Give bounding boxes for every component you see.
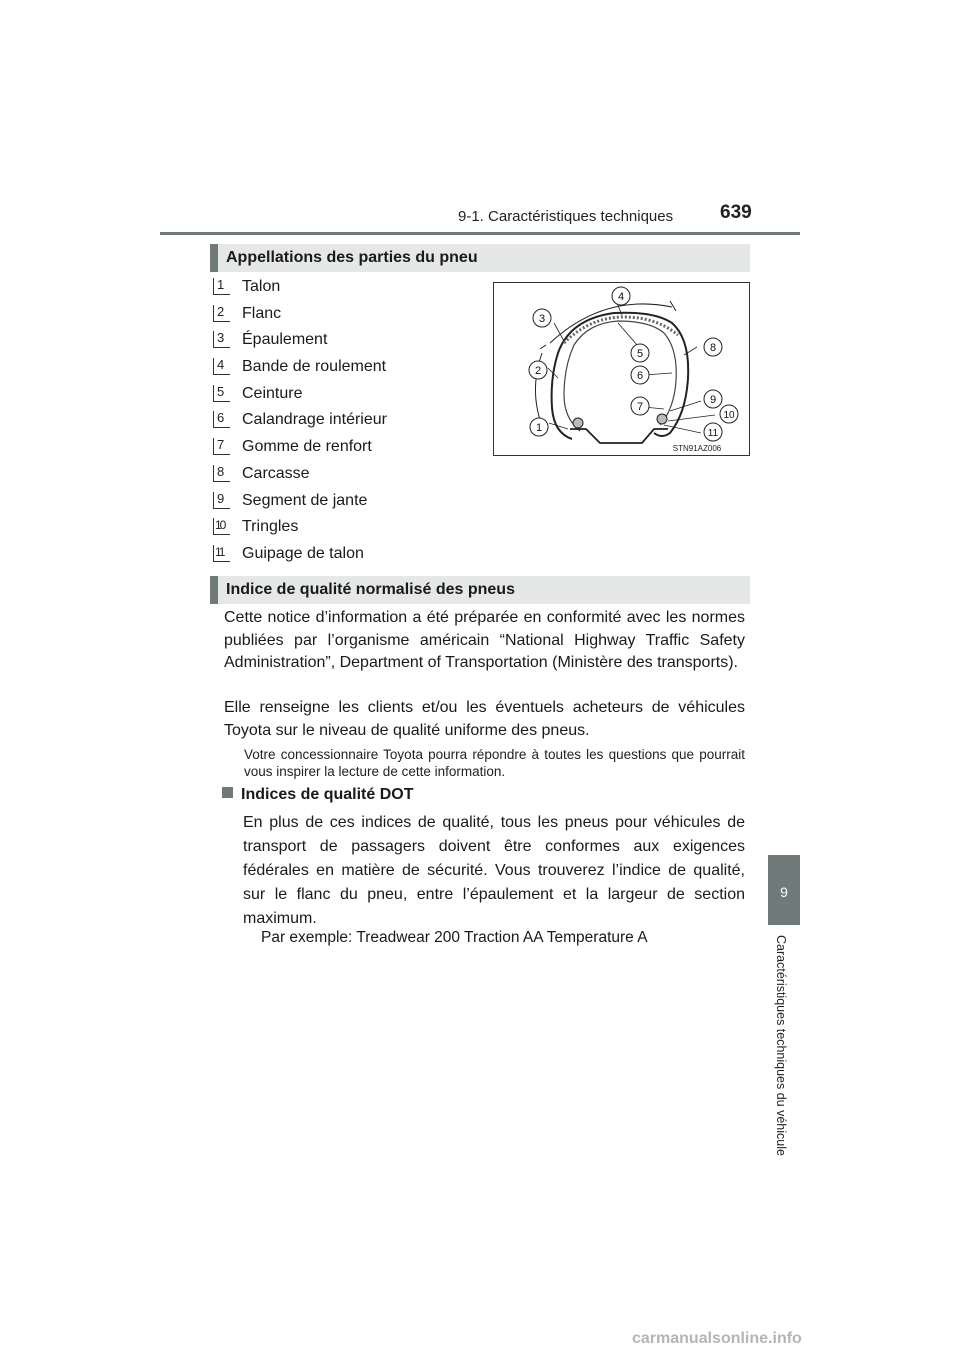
- callout-10-label: 10: [723, 410, 735, 421]
- paragraph-purpose: Elle renseigne les clients et/ou les éventuels acheteurs de véhicules Toyota sur le niveau de qualité uniforme des pneus.: [224, 699, 745, 739]
- callout-number: 2: [213, 305, 230, 322]
- part-label: Segment de jante: [242, 491, 368, 509]
- part-label: Tringles: [242, 518, 299, 536]
- part-label: Flanc: [242, 304, 282, 322]
- subheading-dot: [222, 786, 413, 804]
- chapter-number: 9: [780, 884, 788, 900]
- section-heading-quality-index: Indice de qualité normalisé des pneus: [210, 576, 750, 604]
- dealer-note: Votre concessionnaire Toyota pourra répondre à toutes les questions que pourrait vous inspirer la lecture de cette information.: [244, 747, 745, 779]
- callout-10: [720, 405, 738, 423]
- callout-3-label: 3: [538, 313, 546, 325]
- callout-5-label: 5: [636, 348, 644, 360]
- callout-2: [529, 361, 547, 379]
- callout-7: [631, 397, 649, 415]
- callout-7-label: 7: [636, 401, 644, 413]
- callout-8: [704, 338, 722, 356]
- header-rule: [160, 232, 800, 235]
- part-label: Ceinture: [242, 384, 303, 402]
- callout-2-label: 2: [534, 365, 542, 377]
- callout-9-label: 9: [709, 394, 717, 406]
- square-bullet-icon: [222, 787, 233, 798]
- callout-number: 11: [213, 545, 230, 562]
- paragraph-intro: Cette notice d’information a été préparée en conformité avec les normes publiées par l’organisme américain “National Highway Traffic Safety Administration”, Department of Transportation (Ministère des transports).: [224, 609, 745, 671]
- callout-4: [612, 287, 630, 305]
- callout-9: [704, 390, 722, 408]
- callout-number: 6: [213, 411, 230, 428]
- example-text: Par exemple: Treadwear 200 Traction AA Temperature A: [261, 929, 648, 946]
- callout-number: 10: [213, 518, 230, 535]
- tire-diagram: [494, 283, 748, 454]
- callout-8-label: 8: [709, 342, 717, 354]
- callout-11-label: 11: [707, 428, 719, 439]
- part-label: Bande de roulement: [242, 358, 387, 376]
- callout-number: 8: [213, 465, 230, 482]
- figure-code: STN91AZ006: [672, 444, 722, 453]
- chapter-title-vertical: Caractéristiques techniques du véhicule: [774, 935, 788, 1156]
- callout-6-label: 6: [636, 370, 644, 382]
- part-label: Carcasse: [242, 464, 310, 482]
- paragraph-dot-requirements: En plus de ces indices de qualité, tous les pneus pour véhicules de transport de passagers doivent être conformes aux exigences fédérales en matière de sécurité. Vous trouverez l’indice de qualité, sur le flanc du pneu, entre l’épaulement et la largeur de section maximum.: [243, 814, 745, 927]
- callout-3: [533, 309, 551, 327]
- part-label: Talon: [242, 278, 281, 295]
- watermark: carmanualsonline.info: [632, 1330, 802, 1347]
- section-heading-tire-parts: Appellations des parties du pneu: [210, 244, 750, 272]
- callout-number: 4: [213, 358, 230, 375]
- subheading-text: Indices de qualité DOT: [241, 786, 414, 803]
- callout-5: [631, 344, 649, 362]
- page-number: 639: [720, 202, 752, 223]
- part-label: Calandrage intérieur: [242, 411, 387, 429]
- part-label: Gomme de renfort: [242, 438, 372, 456]
- callout-number: 1: [213, 278, 230, 295]
- callout-1: [530, 418, 548, 436]
- callout-11: [704, 423, 722, 441]
- callout-4-label: 4: [617, 291, 625, 303]
- tire-cross-section-figure: [493, 282, 750, 456]
- chapter-tab: [768, 855, 800, 925]
- running-header-section: 9-1. Caractéristiques techniques: [458, 208, 674, 225]
- callout-1-label: 1: [535, 422, 543, 434]
- callout-number: 5: [213, 385, 230, 402]
- callout-number: 3: [213, 331, 230, 348]
- part-label: Guipage de talon: [242, 544, 364, 562]
- callout-number: 7: [213, 438, 230, 455]
- callout-6: [631, 366, 649, 384]
- part-label: Épaulement: [242, 331, 328, 349]
- callout-number: 9: [213, 492, 230, 509]
